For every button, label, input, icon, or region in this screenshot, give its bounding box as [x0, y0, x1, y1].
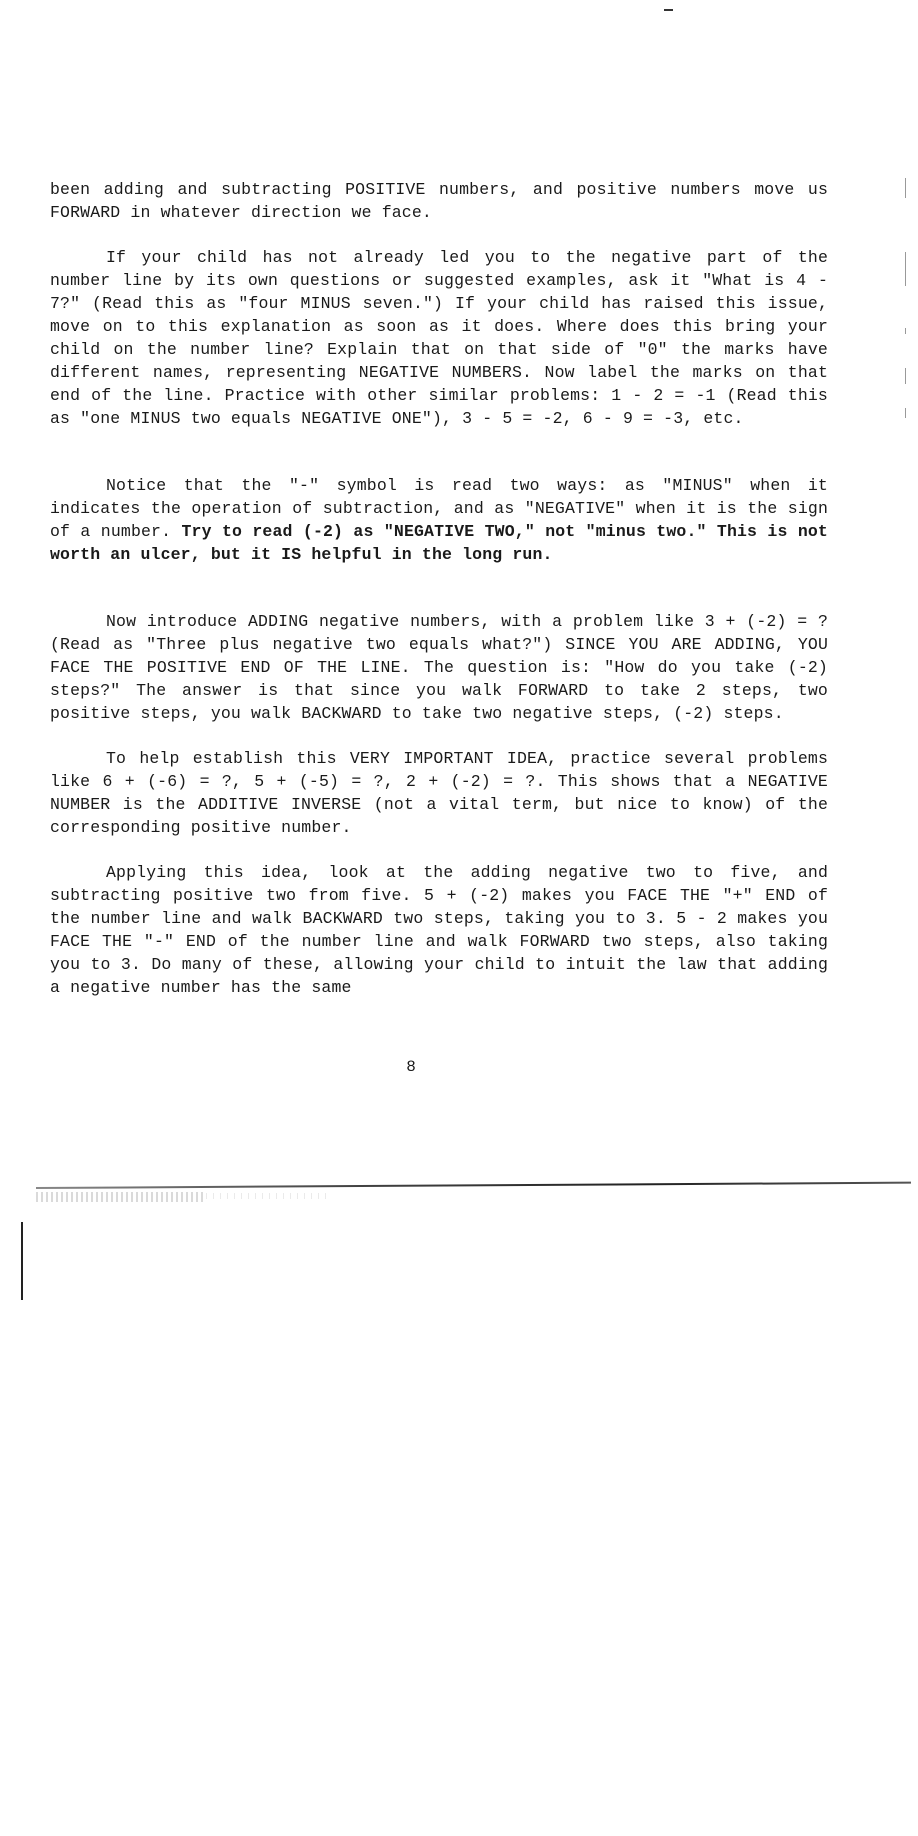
- rule-scan-noise-2: [206, 1193, 326, 1199]
- paragraph-6: Applying this idea, look at the adding negative two to five, and subtracting positive two from five. 5 + (-2) makes you FACE THE "+" END of the number line and walk BACKWARD two steps, taking you to 3. 5 - 2 makes you FACE THE "-" END of the number line and walk FORWARD two steps, also taking you to 3. Do many of these, allowing your child to intuit the law that adding a negative number has the same: [50, 863, 828, 997]
- paragraph-3-text: Notice that the "-" symbol is read two ways: as "MINUS" when it indicates the operation of subtraction, and as "NEGATIVE" when it is the sign of a number.: [50, 476, 828, 541]
- paragraph-3: [50, 474, 828, 566]
- paragraph-2: If your child has not already led you to the negative part of the number line by its own questions or suggested examples, ask it "What is 4 - 7?" (Read this as "four MINUS seven.") If your child has raised this issue, move on to this explanation as soon as it does. Where does this bring your child on the number line? Explain that on that side of "0" the marks have different names, representing NEGATIVE NUMBERS. Now label the marks on that end of the line. Practice with other similar problems: 1 - 2 = -1 (Read this as "one MINUS two equals NEGATIVE ONE"), 3 - 5 = -2, 6 - 9 = -3, etc.: [50, 248, 828, 428]
- margin-scan-marks: [902, 178, 910, 428]
- rule-scan-noise: [36, 1192, 206, 1202]
- paragraph-1: been adding and subtracting POSITIVE numbers, and positive numbers move us FORWARD in whatever direction we face.: [50, 180, 828, 222]
- bottom-rule: [36, 1182, 911, 1189]
- page-number: 8: [406, 1058, 416, 1076]
- scan-mark: [664, 9, 673, 11]
- left-edge-bar: [21, 1222, 23, 1300]
- paragraph-5: To help establish this VERY IMPORTANT IDEA, practice several problems like 6 + (-6) = ?, 5 + (-5) = ?, 2 + (-2) = ?. This shows that a NEGATIVE NUMBER is the ADDITIVE INVERSE (not a vital term, but nice to know) of the corresponding positive number.: [50, 749, 828, 837]
- paragraph-3-bold-text: Try to read (-2) as "NEGATIVE TWO," not "minus two." This is not worth an ulcer, but it IS helpful in the long run.: [50, 522, 828, 564]
- paragraph-4: Now introduce ADDING negative numbers, with a problem like 3 + (-2) = ? (Read as "Three plus negative two equals what?") SINCE YOU ARE ADDING, YOU FACE THE POSITIVE END OF THE LINE. The question is: "How do you take (-2) steps?" The answer is that since you walk FORWARD to take 2 steps, two positive steps, you walk BACKWARD to take two negative steps, (-2) steps.: [50, 612, 828, 723]
